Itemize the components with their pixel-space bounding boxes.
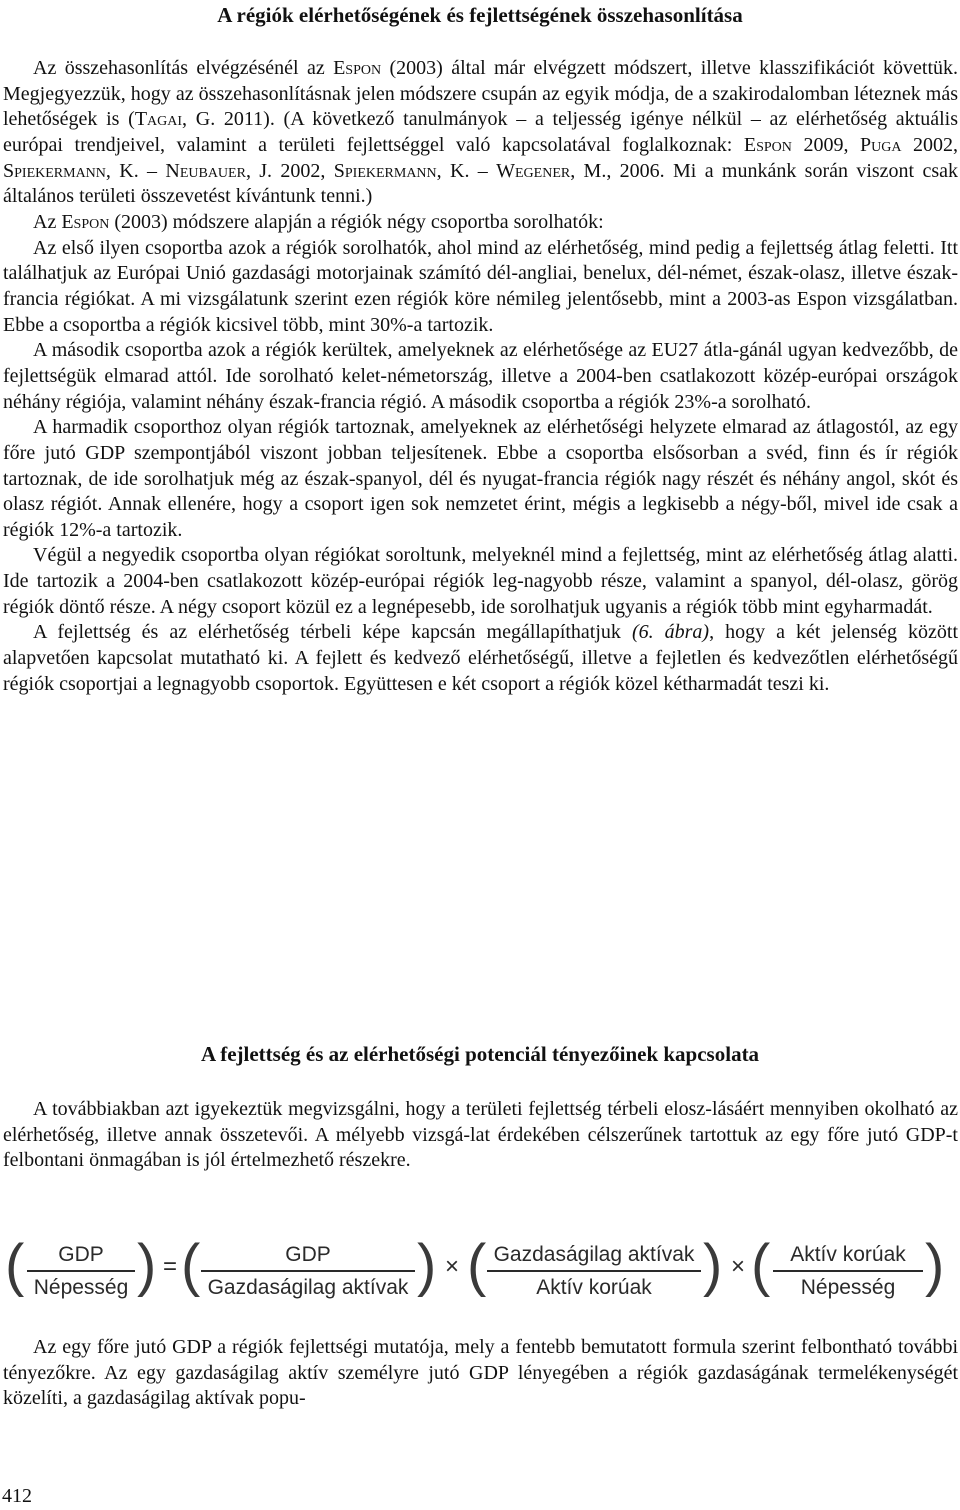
formula-fraction-3: Aktív korúak Népesség [773, 1242, 923, 1300]
formula-paren: ) [703, 1233, 723, 1298]
page-number: 412 [2, 1485, 32, 1507]
figure-reference: (6. ábra) [631, 621, 710, 644]
paragraph: Az első ilyen csoportba azok a régiók sorolhatók, ahol mind az elérhetőség, mind pedig a fejlettség átlag feletti. Itt találhatjuk az Európai Unió gazdasági motorjainak számító dél-angliai, benelux, dél-német, észak-olasz, illetve észak-francia régiókat. A mi vizsgálatunk szerint ezen régiók köre némileg jelentősebb, mint a 2003-as Espon vizsgálatban. Ebbe a csoportba a régiók kicsivel több, mint 30%-a tartozik. [3, 236, 958, 336]
paragraph: Az egy főre jutó GDP a régiók fejlettségi mutatója, mely a fentebb bemutatott formula szerint felbontható további tényezőkre. Az egy gazdaságilag aktív személyre jutó GDP lényegében a régiók gazdaságának termelékenységét közelíti, a gazdaságilag aktívak popu- [3, 1336, 958, 1410]
section-heading-comparison: A régiók elérhetőségének és fejlettségének összehasonlítása [217, 3, 743, 27]
paragraph: A második csoportba azok a régiók kerültek, amelyeknek az elérhetősége az EU27 átla-gánál ugyan kedvezőbb, de fejlettségük elmarad attól. Ide sorolható kelet-németország, illetve a 2004-ben csatlakozott közép-európai országok néhány régiója, valamint néhány észak-francia régió. A második csoportba a régiók 23%-a sorolható. [3, 339, 958, 413]
formula-paren: ) [925, 1233, 945, 1298]
paragraph: A fejlettség és az elérhetőség térbeli képe kapcsán megállapíthatjuk (6. ábra), hogy a két jelenség között alapvetően kapcsolat mutatható ki. A fejlett és kedvező elérhetőségű, illetve a fejletlen és kedvezőtlen elérhetőségű régiók csoportjai a legnagyobb csoportok. Együttesen e két csoport a régiók közel kétharmadát teszi ki. [3, 621, 959, 695]
section-relationship-body [3, 1097, 958, 1174]
formula-paren: ( [751, 1233, 771, 1298]
formula-times: × [731, 1253, 746, 1280]
formula-paren: ) [137, 1233, 157, 1298]
formula-paren: ( [467, 1233, 487, 1298]
formula-paren: ( [5, 1233, 25, 1298]
formula-paren: ) [417, 1233, 437, 1298]
formula-paren: ( [181, 1233, 201, 1298]
formula-times: × [445, 1253, 460, 1280]
gdp-decomposition-formula [5, 1233, 955, 1302]
section-heading-relationship: A fejlettség és az elérhetőségi potenciál tényezőinek kapcsolata [200, 1042, 760, 1066]
paragraph: Az összehasonlítás elvégzésénél az Espon (2003) által már elvégzett módszert, illetve klasszifikációt követtük. Megjegyezzük, hogy az összehasonlításnak jelen módszere csupán az egyik módja, de a szakirodalomban léteznek más lehetőségek is (Tagai, G. 2011). (A következő tanulmányok – a teljesség igénye nélkül – az elérhetőség aktuális európai trendjeivel, valamint a területi fejlettséggel való kapcsolatával foglalkoznak: Espon 2009, Puga 2002, Spiekermann, K. – Neubauer, J. 2002, Spiekermann, K. – Wegener, M., 2006. Mi a munkánk során viszont csak általános területi összevetést kívántunk tenni.) [3, 57, 959, 208]
section-formula-explanation [3, 1335, 958, 1412]
formula-fraction-2: Gazdaságilag aktívak Aktív korúak [487, 1242, 701, 1300]
formula-equals: = [163, 1253, 178, 1280]
paragraph: A harmadik csoporthoz olyan régiók tartoznak, amelyeknek az elérhetőségi helyzete elmarad az átlagostól, az egy főre jutó GDP szempontjából viszont jobban teljesítenek. Ebbe a csoportba elsősorban a svéd, finn és ír régiók tartoznak, de ide sorolhatjuk még az észak-spanyol, dél és nyugat-francia régiók nagy részét és néhány angol, skót és olasz régiót. Annak ellenére, hogy a csoport igen sok nemzetet érint, mégis a legkisebb a négy-ből, mivel ide csak a régiók 12%-a tartozik. [3, 416, 958, 541]
paragraph: Az Espon (2003) módszere alapján a régiók négy csoportba sorolhatók: [33, 210, 604, 233]
section-comparison-body [3, 56, 958, 697]
paragraph: Végül a negyedik csoportba olyan régiókat soroltunk, melyeknél mind a fejlettség, mint az elérhetőség átlag alatti. Ide tartozik a 2004-ben csatlakozott közép-európai régiók leg-nagyobb része, valamint a spanyol, dél-olasz, görög régiók döntő része. A négy csoport közül ez a legnépesebb, ide sorolhatjuk ugyanis a régiók több mint egyharmadát. [3, 544, 958, 618]
formula-fraction-1: GDP Gazdaságilag aktívak [201, 1242, 415, 1300]
paragraph: A továbbiakban azt igyekeztük megvizsgálni, hogy a területi fejlettség térbeli elosz-lásáért mennyiben okolható az elérhetőség, illetve annak összetevői. A mélyebb vizsgá-lat érdekében célszerűnek tartottuk az egy főre jutó GDP-t felbontani önmagában is jól értelmezhető részekre. [3, 1098, 958, 1172]
formula-fraction-lhs: GDP Népesség [27, 1242, 135, 1300]
